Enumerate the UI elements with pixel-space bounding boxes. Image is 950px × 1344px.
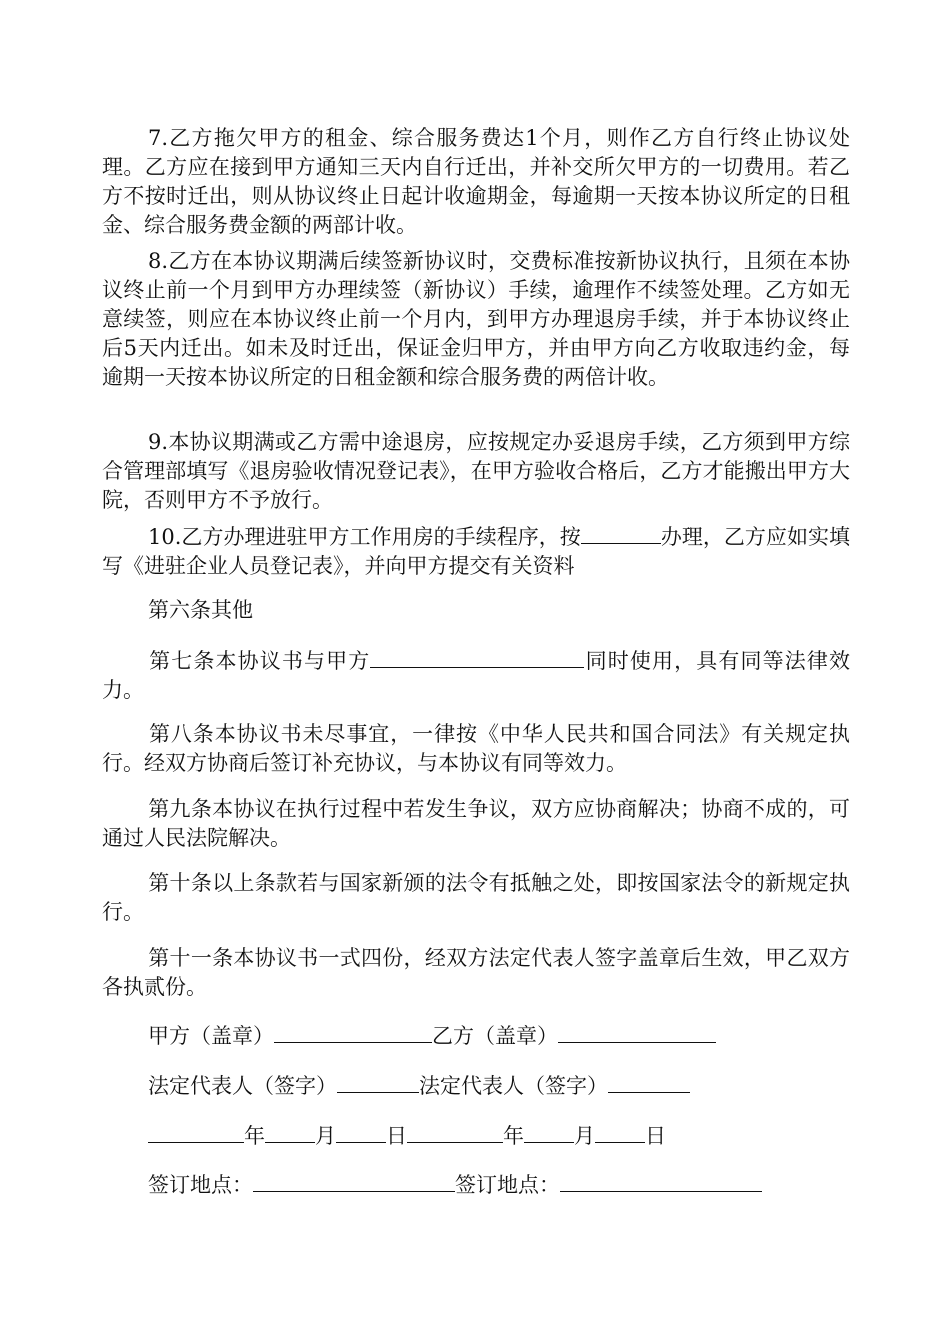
date-b-year-field[interactable] [407, 1120, 503, 1143]
article-7 [102, 645, 850, 705]
clause-9-text: 9.本协议期满或乙方需中途退房，应按规定办妥退房手续，乙方须到甲方综合管理部填写《退房验收情况登记表》，在甲方验收合格后，乙方才能搬出甲方大院，否则甲方不予放行。 [102, 430, 850, 512]
date-a-day-label: 日 [386, 1124, 407, 1148]
legal-rep-b-label: 法定代表人（签字） [419, 1074, 608, 1098]
article-9-text: 第九条本协议在执行过程中若发生争议，双方应协商解决；协商不成的，可通过人民法院解决。 [102, 797, 850, 850]
party-b-seal-field[interactable] [558, 1020, 716, 1043]
date-a-month-label: 月 [315, 1124, 336, 1148]
article-11 [102, 944, 850, 1002]
seal-line [148, 1020, 716, 1051]
clause-10-text-a: 10.乙方办理进驻甲方工作用房的手续程序，按 [148, 525, 581, 549]
party-a-seal-label: 甲方（盖章） [148, 1024, 274, 1048]
clause-8 [102, 247, 850, 392]
legal-rep-line [148, 1070, 690, 1101]
place-b-field[interactable] [560, 1169, 762, 1192]
article-6-heading: 第六条其他 [148, 598, 253, 622]
article-7-text-b: 同时使用，具有同等法律效力。 [102, 649, 851, 702]
date-a-year-label: 年 [244, 1124, 265, 1148]
legal-rep-a-field[interactable] [337, 1070, 419, 1093]
party-a-seal-field[interactable] [274, 1020, 432, 1043]
place-a-field[interactable] [253, 1169, 455, 1192]
date-line [148, 1120, 666, 1151]
clause-10-text-b: 办理，乙方应如实填写《进驻企业人员登记表》，并向甲方提交有关资料 [102, 525, 850, 578]
place-a-label: 签订地点： [148, 1173, 253, 1197]
date-b-month-field[interactable] [524, 1120, 574, 1143]
clause-8-text: 8.乙方在本协议期满后续签新协议时，交费标准按新协议执行，且须在本协议终止前一个月到甲方办理续签（新协议）手续，逾理作不续签处理。乙方如无意续签，则应在本协议终止前一个月内，到甲方办理退房手续，并于本协议终止后5天内迁出。如未及时迁出，保证金归甲方，并由甲方向乙方收取违约金，每逾期一天按本协议所定的日租金额和综合服务费的两倍计收。 [102, 249, 850, 389]
date-a-year-field[interactable] [148, 1120, 244, 1143]
date-a-day-field[interactable] [336, 1120, 386, 1143]
article-7-text-a: 第七条本协议书与甲方 [148, 649, 371, 673]
article-10 [102, 869, 850, 927]
article-11-text: 第十一条本协议书一式四份，经双方法定代表人签字盖章后生效，甲乙双方各执贰份。 [102, 946, 850, 999]
date-b-day-field[interactable] [595, 1120, 645, 1143]
date-b-year-label: 年 [503, 1124, 524, 1148]
date-b-day-label: 日 [645, 1124, 666, 1148]
legal-rep-b-field[interactable] [608, 1070, 690, 1093]
date-a-month-field[interactable] [265, 1120, 315, 1143]
article-10-text: 第十条以上条款若与国家新颁的法令有抵触之处，即按国家法令的新规定执行。 [102, 871, 850, 924]
article-8 [102, 720, 850, 778]
article-6 [102, 596, 850, 625]
date-b-month-label: 月 [574, 1124, 595, 1148]
place-line [148, 1169, 762, 1200]
article-8-text: 第八条本协议书未尽事宜，一律按《中华人民共和国合同法》有关规定执行。经双方协商后签订补充协议，与本协议有同等效力。 [102, 722, 850, 775]
clause-10 [102, 521, 850, 581]
party-b-seal-label: 乙方（盖章） [432, 1024, 558, 1048]
article-7-blank[interactable] [370, 645, 584, 668]
clause-10-blank[interactable] [581, 521, 661, 544]
clause-7 [102, 124, 850, 240]
clause-7-text: 7.乙方拖欠甲方的租金、综合服务费达1个月，则作乙方自行终止协议处理。乙方应在接到甲方通知三天内自行迁出，并补交所欠甲方的一切费用。若乙方不按时迁出，则从协议终止日起计收逾期金，每逾期一天按本协议所定的日租金、综合服务费金额的两部计收。 [102, 126, 850, 237]
place-b-label: 签订地点： [455, 1173, 560, 1197]
clause-9 [102, 428, 850, 515]
legal-rep-a-label: 法定代表人（签字） [148, 1074, 337, 1098]
article-9 [102, 795, 850, 853]
